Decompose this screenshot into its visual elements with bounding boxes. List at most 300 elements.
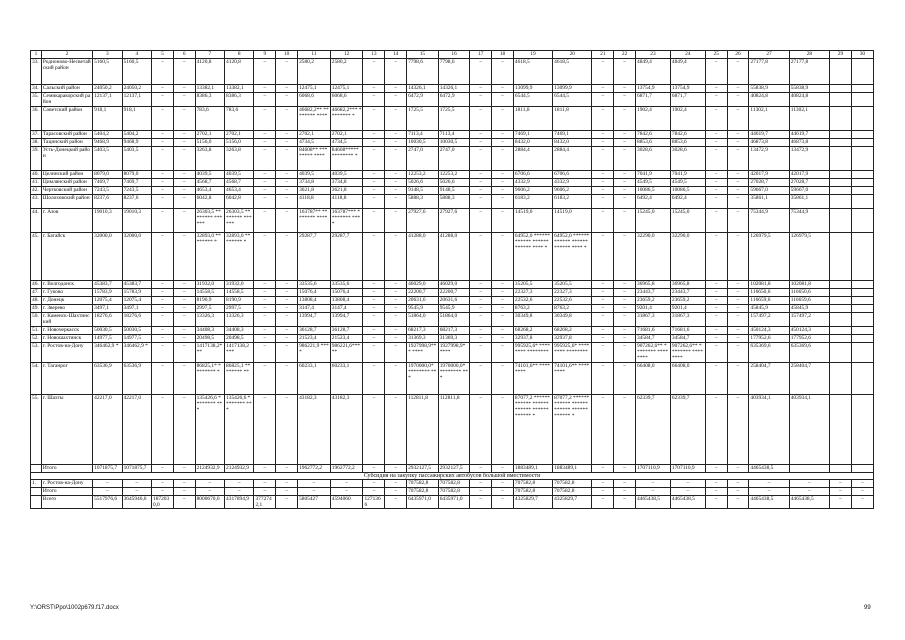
table-cell: – [592, 85, 614, 93]
table-cell: 8079,0 [93, 171, 122, 179]
table-cell: – [830, 496, 852, 509]
table-cell: – [298, 488, 331, 496]
table-cell: 3645946,6 [122, 496, 151, 509]
table-cell: 126979,5 [789, 233, 829, 281]
table-cell: 2580,2 [330, 59, 363, 85]
table-cell: – [830, 488, 852, 496]
table-cell: – [152, 233, 174, 281]
table-cell: 43182,3 [330, 395, 363, 465]
table-cell: 635369,6 [789, 343, 829, 363]
table-cell: – [152, 147, 174, 171]
table-cell: – [254, 131, 276, 139]
table-cell: – [614, 465, 636, 473]
table-cell: 4325829,7 [553, 496, 592, 509]
header-row [31, 51, 874, 59]
table-cell: 6492,4 [636, 195, 671, 209]
table-cell: – [385, 395, 407, 465]
table-cell: – [276, 289, 298, 297]
table-cell: 1927998,9* **** [438, 343, 470, 363]
table-cell: – [614, 281, 636, 289]
table-cell: 995925,6* ******** ******** [553, 343, 592, 363]
table-cell: 11302,1 [789, 107, 829, 131]
table-cell: 3147,4 [298, 305, 331, 313]
table-cell: – [385, 85, 407, 93]
table-cell: 8190,9 [225, 297, 254, 305]
table-cell: 60233,1 [330, 363, 363, 395]
table-cell: 8 [225, 51, 254, 59]
table-cell: 42217,0 [93, 395, 122, 465]
table-cell: 68268,2 [513, 327, 552, 335]
table-cell: – [254, 233, 276, 281]
table-cell: – [276, 313, 298, 327]
table-cell: – [492, 107, 514, 131]
table-cell: 8386,3 [195, 93, 224, 107]
table-cell: – [363, 395, 385, 465]
page-number: 99 [864, 605, 871, 611]
table-cell: – [276, 327, 298, 335]
table-cell: г. Новошахтинск [41, 335, 92, 343]
table-cell: – [705, 297, 727, 305]
table-cell: – [705, 480, 727, 488]
table-cell: 3028,6 [636, 147, 671, 171]
table-cell: 1962772,2 [298, 465, 331, 473]
table-cell: 32893,0 ******** * [195, 233, 224, 281]
table-cell: 4465438,5 [789, 496, 829, 509]
table-cell: – [592, 488, 614, 496]
table-cell: – [614, 171, 636, 179]
table-cell: 27028,7 [749, 179, 789, 187]
table-cell: 68217,3 [407, 327, 439, 335]
table-cell: – [492, 297, 514, 305]
table-cell: 13382,1 [195, 85, 224, 93]
table-cell: – [385, 313, 407, 327]
table-cell: 2702,1 [298, 131, 331, 139]
table-cell: – [385, 297, 407, 305]
table-cell: – [592, 131, 614, 139]
table-cell: – [592, 281, 614, 289]
table-cell: 707582,8 [438, 480, 470, 488]
table-cell: – [173, 335, 195, 343]
table-cell [851, 187, 873, 195]
table-cell: – [152, 488, 174, 496]
table-cell: – [152, 85, 174, 93]
table-cell: – [173, 281, 195, 289]
table-cell: 5160,5 [93, 59, 122, 85]
table-cell: – [492, 313, 514, 327]
table-cell: 4325829,7 [513, 496, 552, 509]
table-cell: 6068,6 [298, 93, 331, 107]
table-cell: – [152, 395, 174, 465]
table-cell: – [492, 147, 514, 171]
table-cell: – [470, 171, 492, 179]
table-cell: Итого [41, 488, 92, 496]
table-cell [851, 281, 873, 289]
table-cell: 44619,7 [749, 131, 789, 139]
table-cell: – [385, 93, 407, 107]
table-cell: 21 [592, 51, 614, 59]
table-cell: 48. [31, 297, 42, 305]
table-cell: 1902,4 [636, 107, 671, 131]
table-row [31, 131, 874, 139]
table-cell: – [727, 209, 749, 233]
table-cell: 450124,3 [789, 327, 829, 335]
table-cell: 2 [41, 51, 92, 59]
table-cell [830, 327, 852, 335]
table-cell: – [705, 281, 727, 289]
table-cell [851, 147, 873, 171]
table-cell: 7113,4 [407, 131, 439, 139]
table-cell: 17 [470, 51, 492, 59]
table-cell: – [254, 209, 276, 233]
table-cell: 177952,6 [749, 335, 789, 343]
table-cell: – [173, 107, 195, 131]
table-cell: – [592, 327, 614, 335]
table-cell: – [727, 179, 749, 187]
table-cell: 116650,6 [749, 289, 789, 297]
table-cell: – [614, 233, 636, 281]
table-cell: 30349,8 [553, 313, 592, 327]
table-cell: – [152, 93, 174, 107]
table-cell: 1271366 [363, 496, 385, 509]
table-cell: – [614, 179, 636, 187]
subsidy-row [31, 496, 874, 509]
table-cell: – [470, 233, 492, 281]
table-cell: 23659,2 [670, 297, 705, 305]
table-cell: – [276, 147, 298, 171]
table-cell: 46. [31, 281, 42, 289]
table-cell: – [727, 107, 749, 131]
table-cell: 27177,8 [749, 59, 789, 85]
table-cell: 27927,6 [407, 209, 439, 233]
table-cell: – [705, 343, 727, 363]
table-cell: – [363, 465, 385, 473]
table-cell: 7243,5 [122, 187, 151, 195]
table-cell [830, 233, 852, 281]
table-cell [851, 171, 873, 179]
table-cell: 258404,7 [789, 363, 829, 395]
table-cell: – [470, 59, 492, 85]
table-cell: – [276, 179, 298, 187]
table-cell: – [385, 480, 407, 488]
table-cell: 87077,2 ****** ****** ****** ****** ****** ****** * [513, 395, 552, 465]
table-cell: – [727, 139, 749, 147]
table-cell: 16 [438, 51, 470, 59]
table-cell: – [705, 139, 727, 147]
table-cell: – [614, 496, 636, 509]
footer-file-path: Y:\ORST\Ppo\1002p679.f17.docx [30, 605, 119, 611]
table-cell: 783,6 [225, 107, 254, 131]
table-cell: – [727, 297, 749, 305]
table-cell: – [592, 179, 614, 187]
table-cell [830, 335, 852, 343]
table-cell: г. Шахты [41, 395, 92, 465]
table-cell: 12253,2 [407, 171, 439, 179]
table-cell: 62339,7 [670, 395, 705, 465]
table-cell [830, 289, 852, 297]
table-cell: 8853,6 [636, 139, 671, 147]
table-cell: – [385, 305, 407, 313]
table-cell: – [592, 171, 614, 179]
table-cell: – [705, 395, 727, 465]
table-cell: 4332,9 [513, 179, 552, 187]
table-cell [830, 281, 852, 289]
table-cell: 59667,0 [789, 187, 829, 195]
table-cell: – [152, 281, 174, 289]
table-cell: 403934,1 [789, 395, 829, 465]
table-cell: – [614, 209, 636, 233]
table-cell: 40824,8 [789, 93, 829, 107]
table-row [31, 187, 874, 195]
table-cell: 20631,6 [407, 297, 439, 305]
table-cell: 9545,9 [438, 305, 470, 313]
table-cell: 2932127,5 [438, 465, 470, 473]
table-cell: – [636, 488, 671, 496]
table-cell: 41. [31, 179, 42, 187]
table-cell: 64952,0 ****** ****** ****** ****** **** * [553, 233, 592, 281]
table-cell: 12075,4 [122, 297, 151, 305]
table-cell: – [614, 131, 636, 139]
table-row [31, 465, 874, 473]
table-cell [830, 305, 852, 313]
table-cell: 995925,6* ******** ******** [513, 343, 552, 363]
table-cell: – [330, 480, 363, 488]
table-cell: 35205,5 [513, 281, 552, 289]
table-cell: 6042,8 [195, 195, 224, 209]
table-cell: – [276, 343, 298, 363]
table-cell: 11302,1 [749, 107, 789, 131]
table-cell: – [614, 297, 636, 305]
table-row [31, 395, 874, 465]
table-cell: 707582,8 [513, 480, 552, 488]
table-cell: 46873,8 [789, 139, 829, 147]
table-cell: – [592, 147, 614, 171]
table-cell: 10086,5 [636, 187, 671, 195]
table-cell: 74101,6** ******** [513, 363, 552, 395]
table-cell: – [592, 305, 614, 313]
table-cell: – [614, 313, 636, 327]
table-cell: 4317894,9 [225, 496, 254, 509]
table-cell: Сальский район [41, 85, 92, 93]
table-cell: 5403,5 [122, 147, 151, 171]
table-cell: 10030,5 [438, 139, 470, 147]
table-cell: 4465438,5 [636, 496, 671, 509]
table-cell: 1811,8 [513, 107, 552, 131]
table-cell: – [492, 233, 514, 281]
table-cell: – [470, 480, 492, 488]
table-cell: 49. [31, 305, 42, 313]
table-cell: – [363, 305, 385, 313]
table-cell: 40. [31, 171, 42, 179]
table-cell: – [385, 195, 407, 209]
table-cell: – [470, 488, 492, 496]
table-cell: 22327,3 [513, 289, 552, 297]
table-cell: 112811,8 [438, 395, 470, 465]
table-cell: 2997,5 [195, 305, 224, 313]
table-cell: – [276, 480, 298, 488]
table-cell: 707582,8 [513, 488, 552, 496]
table-cell: 4118,8 [330, 195, 363, 209]
table-cell: – [385, 59, 407, 85]
table-cell: – [727, 195, 749, 209]
table-cell: – [705, 363, 727, 395]
table-cell: – [363, 85, 385, 93]
table-cell: – [152, 139, 174, 147]
table-cell: 26 [727, 51, 749, 59]
table-cell: 32290,0 [636, 233, 671, 281]
table-cell: – [363, 281, 385, 289]
table-cell: – [385, 496, 407, 509]
table-cell: – [152, 171, 174, 179]
table-cell: 707582,8 [553, 488, 592, 496]
table-cell: – [152, 305, 174, 313]
table-cell: – [670, 488, 705, 496]
table-cell: – [789, 480, 829, 488]
subsidy-title: Субсидия на закупку пассажирских автобусов большой вместимости [31, 473, 874, 480]
table-cell: 4118,8 [298, 195, 331, 209]
table-cell: 34584,7 [636, 335, 671, 343]
table-cell: 7 [195, 51, 224, 59]
table-cell: 13754,9 [670, 85, 705, 93]
table-cell: – [727, 147, 749, 171]
table-cell: 7469,7 [93, 179, 122, 187]
table-cell: 14326,1 [407, 85, 439, 93]
table-cell: 44619,7 [789, 131, 829, 139]
table-cell: 1811,8 [553, 107, 592, 131]
table-cell: 51864,0 [438, 313, 470, 327]
table-cell: 15783,9 [93, 289, 122, 297]
table-cell [830, 313, 852, 327]
table-row [31, 343, 874, 363]
table-cell: – [254, 195, 276, 209]
table-cell [851, 363, 873, 395]
table-row [31, 335, 874, 343]
table-cell: – [705, 305, 727, 313]
table-cell: 707582,8 [407, 488, 439, 496]
table-cell: – [173, 395, 195, 465]
table-cell: – [276, 465, 298, 473]
table-cell: 46029,0 [407, 281, 439, 289]
table-cell: – [492, 305, 514, 313]
table-cell [851, 343, 873, 363]
table-cell: 87077,2 ****** ****** ****** ****** ****** ****** * [553, 395, 592, 465]
table-cell: – [492, 209, 514, 233]
table-cell: – [492, 327, 514, 335]
table-cell: 5403,5 [93, 147, 122, 171]
table-cell: – [254, 335, 276, 343]
table-cell: – [470, 147, 492, 171]
table-cell: 13326,3 [225, 313, 254, 327]
table-cell: 2580,2 [298, 59, 331, 85]
table-cell: 3497,1 [93, 305, 122, 313]
table-cell: 37. [31, 131, 42, 139]
table-cell: 12 [330, 51, 363, 59]
table-cell: 20498,5 [225, 335, 254, 343]
table-cell: 4549,5 [670, 179, 705, 187]
table-cell: 7469,1 [513, 131, 552, 139]
table-cell: – [727, 281, 749, 289]
table-cell: г. Зверево [41, 305, 92, 313]
table-row [31, 59, 874, 85]
table-cell [830, 85, 852, 93]
table-cell: 13808,4 [330, 297, 363, 305]
table-cell: – [705, 93, 727, 107]
table-cell: 27177,8 [789, 59, 829, 85]
table-cell: – [254, 465, 276, 473]
table-cell: – [195, 480, 224, 488]
table-cell: – [851, 480, 873, 488]
table-cell: 1970000,0* ******** *** [438, 363, 470, 395]
table-cell: – [363, 480, 385, 488]
table-cell: 14 [385, 51, 407, 59]
table-cell: – [470, 496, 492, 509]
table-cell: 46029,0 [438, 281, 470, 289]
table-cell: 1725,5 [438, 107, 470, 131]
table-cell: – [385, 289, 407, 297]
table-cell: – [225, 480, 254, 488]
table-cell: 4120,8 [225, 59, 254, 85]
table-cell: – [276, 195, 298, 209]
table-cell: – [276, 335, 298, 343]
table-cell: 13472,9 [789, 147, 829, 171]
table-cell: 2702,1 [195, 131, 224, 139]
table-cell: 4568,7 [225, 179, 254, 187]
table-cell: – [727, 363, 749, 395]
table-cell: – [614, 480, 636, 488]
table-cell: 63536,9 [93, 363, 122, 395]
table-cell: 1962772,2 [330, 465, 363, 473]
table-cell: – [363, 289, 385, 297]
table-cell: – [152, 465, 174, 473]
table-cell: – [276, 281, 298, 289]
table-cell: – [363, 233, 385, 281]
table-cell [830, 395, 852, 465]
table-cell: – [152, 297, 174, 305]
table-cell: г. Гуково [41, 289, 92, 297]
table-cell: 8853,6 [670, 139, 705, 147]
table-cell: 2747,0 [438, 147, 470, 171]
table-cell: 23 [636, 51, 671, 59]
table-cell: 1707110,9 [636, 465, 671, 473]
table-cell: 14326,1 [438, 85, 470, 93]
table-cell: 1883489,1 [553, 465, 592, 473]
table-cell: – [152, 480, 174, 488]
table-cell: 32000,0 [93, 233, 122, 281]
table-cell: 2702,1 [225, 131, 254, 139]
table-cell: 34408,3 [225, 327, 254, 335]
table-cell: 64952,0 ****** ****** ****** ****** **** * [513, 233, 552, 281]
table-cell: – [614, 85, 636, 93]
table-cell: 4594060 [330, 496, 363, 509]
table-cell: – [385, 488, 407, 496]
table-cell: – [492, 93, 514, 107]
table-cell [830, 187, 852, 195]
table-cell: – [276, 209, 298, 233]
table-cell: 45845,9 [789, 305, 829, 313]
table-cell: 135426,6 ******** *** [195, 395, 224, 465]
table-cell: – [173, 209, 195, 233]
table-cell [830, 131, 852, 139]
table-cell [830, 297, 852, 305]
table-cell: 6544,5 [553, 93, 592, 107]
table-cell: 12253,2 [438, 171, 470, 179]
table-cell: 177952,6 [789, 335, 829, 343]
table-cell: – [727, 488, 749, 496]
table-cell: 9468,9 [122, 139, 151, 147]
table-cell: – [614, 343, 636, 363]
table-cell: – [592, 343, 614, 363]
table-cell: 5517976,6 [93, 496, 122, 509]
table-cell: 3497,1 [122, 305, 151, 313]
